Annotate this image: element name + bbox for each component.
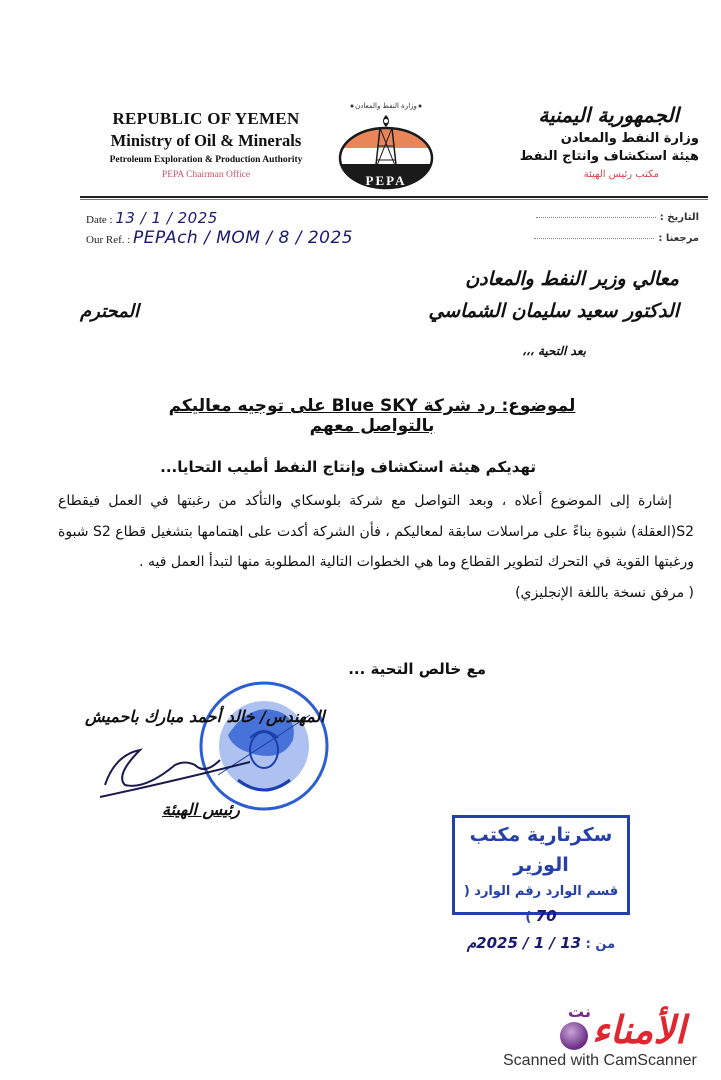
stamp-incoming-label: قسم الوارد رقم الوارد (474, 884, 619, 899)
letterhead-arabic (469, 100, 699, 184)
header-divider-thin (80, 199, 708, 200)
closing-line: مع خالص التحية ... (348, 660, 486, 678)
office-name: PEPA Chairman Office (161, 170, 251, 180)
country-name-ar: الجمهورية اليمنية (538, 103, 679, 127)
country-name: REPUBLIC OF YEMEN (112, 109, 300, 128)
stamp-incoming-row: قسم الوارد رقم الوارد ( 70 ) (463, 884, 619, 925)
date-row (86, 209, 218, 227)
stamp-date-value: 13 / 1 / 2025م (466, 934, 582, 952)
intro-line: تهديكم هيئة استكشاف وإنتاج النفط أطيب التحايا... (160, 458, 536, 476)
ref-row-ar (534, 233, 699, 244)
signatory-title: رئيس الهيئة (162, 800, 240, 819)
body-text: إشارة إلى الموضوع أعلاه ، وبعد التواصل مع شركة بلوسكاي والتأكد من رغبتها في العمل فيقطاع S2(العقلة) شبوة بناءً على مراسلات سابقة لمعاليكم ، فأن الشركة أكدت على اهتمامها بتشغيل قطاع S2 شبوة ورغبتها القوية في التحرك لتطوير القطاع وما هي الخطوات التالية المطلوبة منها لتبدأ العمل فيه . (58, 493, 694, 570)
watermark-suffix: نت (568, 1002, 591, 1021)
stamp-date-label: من : (585, 937, 616, 952)
authority-name-ar: هيئة استكشاف وانتاج النفط (519, 149, 699, 164)
date-dots (536, 217, 656, 218)
ministry-name: Ministry of Oil & Minerals (110, 131, 302, 150)
addressee-title: معالي وزير النفط والمعادن (465, 268, 679, 290)
authority-name: Petroleum Exploration & Production Authority (109, 155, 303, 165)
ministry-name-ar: وزارة النفط والمعادن (560, 131, 699, 146)
signatory-name: المهندس/ خالد أحمد مبارك باحميش (85, 707, 325, 726)
handwritten-signature (95, 735, 255, 805)
ref-label: Our Ref. : (86, 234, 131, 246)
watermark-site: الأمناء (592, 1008, 686, 1052)
subject-line: لموضوع: رد شركة Blue SKY على توجيه معاليكم بالتواصل معهم (168, 396, 576, 436)
stamp-incoming-number: 70 (535, 907, 557, 925)
scanner-footer: Scanned with CamScanner (503, 1052, 697, 1069)
date-row-ar (536, 212, 699, 223)
ref-dots (534, 238, 654, 239)
date-label: Date : (86, 214, 113, 226)
ref-label-ar: مرجعنا : (658, 233, 699, 244)
header-divider (80, 196, 708, 198)
office-name-ar: مكتب رئيس الهيئة (583, 169, 659, 180)
ref-row (86, 228, 353, 248)
body-paragraph (58, 486, 694, 608)
pepa-logo (336, 98, 436, 193)
globe-icon (560, 1022, 588, 1050)
addressee-name: الدكتور سعيد سليمان الشماسي (428, 300, 679, 322)
received-stamp (452, 815, 630, 952)
pepa-logo-icon (336, 98, 436, 193)
signature-icon (95, 735, 255, 805)
stamp-title: سكرتارية مكتب الوزير (469, 824, 613, 876)
logo-top-text: وزارة النفط والمعادن (355, 102, 417, 110)
stamp-date-row (455, 930, 627, 958)
greeting: بعد التحية ،،، (522, 344, 586, 358)
date-label-ar: التاريخ : (659, 212, 699, 223)
honorific: المحترم (80, 301, 140, 322)
date-value: 13 / 1 / 2025 (115, 209, 218, 227)
attachment-note: ( مرفق نسخة باللغة الإنجليزي) (515, 584, 694, 601)
logo-text: PEPA (365, 173, 407, 188)
letterhead-english (86, 108, 326, 182)
ref-value: PEPAch / MOM / 8 / 2025 (133, 228, 354, 248)
